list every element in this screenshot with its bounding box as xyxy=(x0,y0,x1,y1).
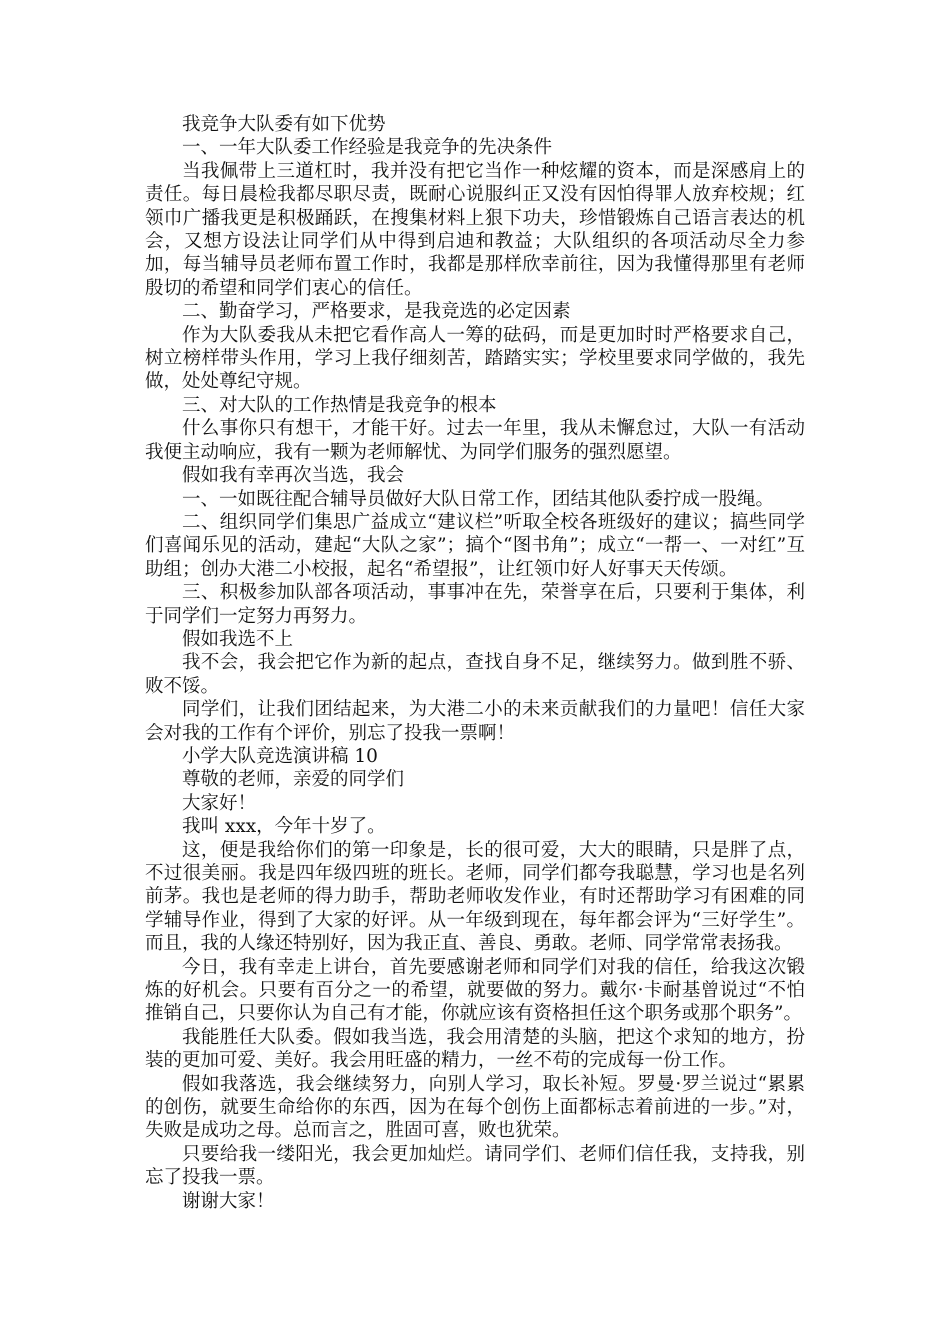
paragraph: 同学们，让我们团结起来，为大港二小的未来贡献我们的力量吧！信任大家会对我的工作有个评价，别忘了投我一票啊！ xyxy=(145,699,805,744)
speech-title: 小学大队竞选演讲稿 10 xyxy=(182,745,378,767)
paragraph: 只要给我一缕阳光，我会更加灿烂。请同学们、老师们信任我，支持我，别忘了投我一票。 xyxy=(145,1143,805,1189)
paragraph: 这，便是我给你们的第一印象是，长的很可爱，大大的眼睛，只是胖了点，不过很美丽。我是四年级四班的班长。老师，同学们都夸我聪慧，学习也是名列前茅。我也是老师的得力助手，帮助老师收发作业，有时还帮助学习有困难的同学辅导作业，得到了大家的好评。从一年级到现在，每年都会评为“三好学生”。而且，我的人缘还特别好，因为我正直、善良、勇敢。老师、同学常常表扬我。 xyxy=(145,839,805,955)
salutation: 尊敬的老师，亲爱的同学们 xyxy=(182,769,405,791)
if-not-elected-heading: 假如我选不上 xyxy=(182,628,294,650)
paragraph: 二、组织同学们集思广益成立“建议栏”听取全校各班级好的建议；搞些同学们喜闻乐见的活动，建起“大队之家”；搞个“图书角”；成立“一帮一、一对红”互助组；创办大港二小校报，起名“希望报”，让红领巾好人好事天天传颂。 xyxy=(145,511,805,580)
if-elected-heading: 假如我有幸再次当选，我会 xyxy=(182,465,405,487)
paragraph: 作为大队委我从未把它看作高人一筹的砝码，而是更加时时严格要求自己，树立榜样带头作用，学习上我仔细刻苦，踏踏实实；学校里要求同学做的，我先做，处处尊纪守规。 xyxy=(145,324,805,393)
paragraph: 我能胜任大队委。假如我当选，我会用清楚的头脑，把这个求知的地方，扮装的更加可爱、美好。我会用旺盛的精力，一丝不苟的完成每一份工作。 xyxy=(145,1026,805,1072)
paragraph: 我不会，我会把它作为新的起点，查找自身不足，继续努力。做到胜不骄、败不馁。 xyxy=(145,652,805,697)
point-three-heading: 三、对大队的工作热情是我竞争的根本 xyxy=(182,394,497,416)
point-one-heading: 一、一年大队委工作经验是我竞争的先决条件 xyxy=(182,137,553,159)
paragraph: 一、一如既往配合辅导员做好大队日常工作，团结其他队委拧成一股绳。 xyxy=(182,488,775,510)
heading-advantages: 我竞争大队委有如下优势 xyxy=(182,114,386,135)
paragraph: 当我佩带上三道杠时，我并没有把它当作一种炫耀的资本，而是深感肩上的责任。每日晨检我都尽职尽责，既耐心说服纠正又没有因怕得罪人放弃校规；红领巾广播我更是积极踊跃，在搜集材料上狠下功夫，珍惜锻炼自己语言表达的机会，又想方设法让同学们从中得到启迪和教益；大队组织的各项活动尽全力参加，每当辅导员老师布置工作时，我都是那样欣幸前往，因为我懂得那里有老师殷切的希望和同学们衷心的信任。 xyxy=(145,160,805,299)
paragraph: 今日，我有幸走上讲台，首先要感谢老师和同学们对我的信任，给我这次锻炼的好机会。只要有百分之一的希望，就要做的努力。戴尔·卡耐基曾说过“不怕推销自己，只要你认为自己有才能，你就应该有资格担任这个职务或那个职务”。 xyxy=(145,956,805,1025)
closing-thanks: 谢谢大家！ xyxy=(182,1190,275,1212)
paragraph: 我叫 xxx，今年十岁了。 xyxy=(182,816,386,838)
paragraph: 什么事你只有想干，才能干好。过去一年里，我从未懈怠过，大队一有活动我便主动响应，我有一颗为老师解忧、为同学们服务的强烈愿望。 xyxy=(145,418,805,463)
document-body xyxy=(145,113,805,1213)
paragraph: 三、积极参加队部各项活动，事事冲在先，荣誉享在后，只要利于集体，利于同学们一定努力再努力。 xyxy=(145,582,805,627)
greeting: 大家好！ xyxy=(182,792,257,814)
point-two-heading: 二、勤奋学习，严格要求，是我竞选的必定因素 xyxy=(182,301,571,323)
paragraph: 假如我落选，我会继续努力，向别人学习，取长补短。罗曼·罗兰说过“累累的创伤，就要生命给你的东西，因为在每个创伤上面都标志着前进的一步。”对，失败是成功之母。总而言之，胜固可喜，败也犹荣。 xyxy=(145,1073,805,1142)
